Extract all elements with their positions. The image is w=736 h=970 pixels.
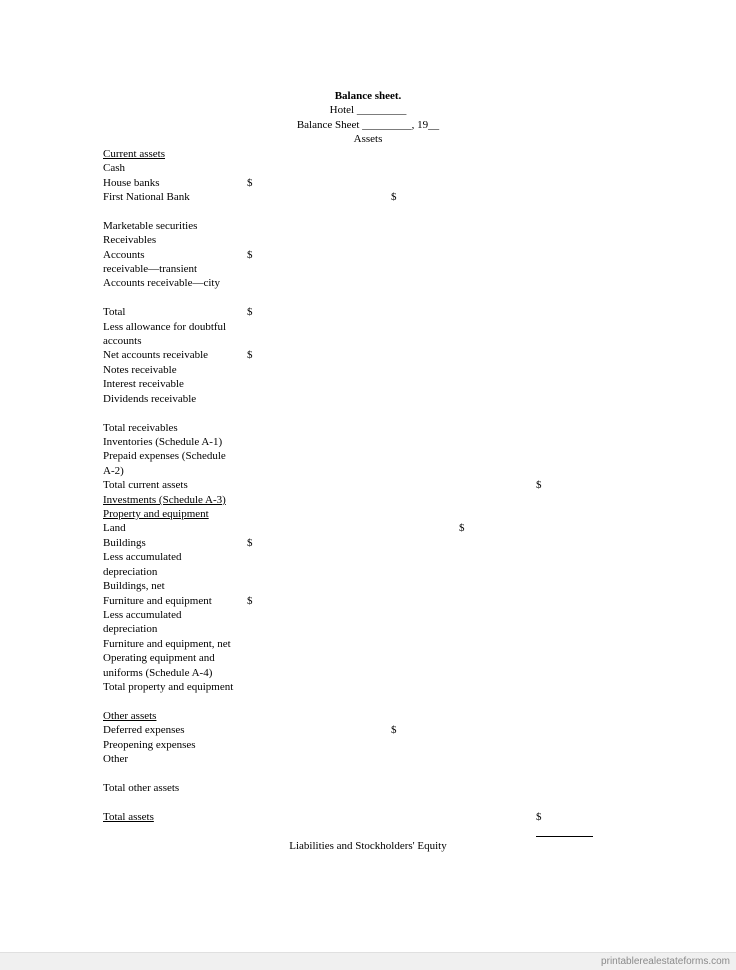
line-less-accumulated-1: Less accumulated <box>103 551 182 563</box>
line-marketable-securities: Marketable securities <box>103 220 198 232</box>
property-equipment-heading: Property and equipment <box>103 508 209 520</box>
line-uniforms: uniforms (Schedule A-4) <box>103 667 213 679</box>
line-prepaid-a2: A-2) <box>103 465 124 477</box>
line-depreciation-1: depreciation <box>103 566 158 578</box>
balance-sheet-date-line: Balance Sheet _________, 19__ <box>296 119 440 131</box>
line-furniture-equipment-net: Furniture and equipment, net <box>103 638 231 650</box>
line-accounts-receivable-city: Accounts receivable—city <box>103 277 220 289</box>
line-notes-receivable: Notes receivable <box>103 364 177 376</box>
dollar-furniture: $ <box>247 595 253 607</box>
line-receivables: Receivables <box>103 234 157 246</box>
line-other: Other <box>103 753 129 765</box>
dollar-total: $ <box>247 306 253 318</box>
line-total-receivables: Total receivables <box>103 422 178 434</box>
footer-bar <box>0 952 736 970</box>
line-interest-receivable: Interest receivable <box>103 378 184 390</box>
line-total-current-assets: Total current assets <box>103 479 188 491</box>
line-dividends-receivable: Dividends receivable <box>103 393 197 405</box>
line-prepaid-expenses: Prepaid expenses (Schedule <box>103 450 226 462</box>
line-receivable-transient: receivable—transient <box>103 263 198 275</box>
total-assets-rule <box>536 836 593 837</box>
line-house-banks: House banks <box>103 177 160 189</box>
dollar-total-assets: $ <box>536 811 542 823</box>
dollar-house-banks: $ <box>247 177 253 189</box>
other-assets-heading: Other assets <box>103 710 157 722</box>
footer-watermark: printablerealestateforms.com <box>601 956 730 967</box>
hotel-line: Hotel _________ <box>329 104 407 116</box>
dollar-deferred: $ <box>391 724 397 736</box>
line-deferred-expenses: Deferred expenses <box>103 724 185 736</box>
line-inventories: Inventories (Schedule A-1) <box>103 436 223 448</box>
total-assets-heading: Total assets <box>103 811 154 823</box>
line-accounts: Accounts <box>103 249 145 261</box>
line-total-property-equipment: Total property and equipment <box>103 681 234 693</box>
line-cash: Cash <box>103 162 125 174</box>
current-assets-heading: Current assets <box>103 148 166 160</box>
assets-heading: Assets <box>353 133 383 145</box>
line-furniture-equipment: Furniture and equipment <box>103 595 212 607</box>
liabilities-heading: Liabilities and Stockholders' Equity <box>289 840 447 852</box>
line-total: Total <box>103 306 126 318</box>
line-first-national-bank: First National Bank <box>103 191 190 203</box>
line-total-other-assets: Total other assets <box>103 782 180 794</box>
line-buildings: Buildings <box>103 537 146 549</box>
dollar-land: $ <box>459 522 465 534</box>
line-operating-equipment: Operating equipment and <box>103 652 215 664</box>
line-less-allowance: Less allowance for doubtful <box>103 321 227 333</box>
dollar-total-current-assets: $ <box>536 479 542 491</box>
document-title: Balance sheet. <box>334 90 402 102</box>
investments-heading: Investments (Schedule A-3) <box>103 494 226 506</box>
dollar-buildings: $ <box>247 537 253 549</box>
line-land: Land <box>103 522 126 534</box>
line-net-accounts-receivable: Net accounts receivable <box>103 349 209 361</box>
dollar-accounts: $ <box>247 249 253 261</box>
line-preopening-expenses: Preopening expenses <box>103 739 196 751</box>
dollar-first-national-bank: $ <box>391 191 397 203</box>
line-depreciation-2: depreciation <box>103 623 158 635</box>
line-buildings-net: Buildings, net <box>103 580 165 592</box>
line-less-accumulated-2: Less accumulated <box>103 609 182 621</box>
dollar-net-accounts: $ <box>247 349 253 361</box>
line-accounts-cont: accounts <box>103 335 142 347</box>
